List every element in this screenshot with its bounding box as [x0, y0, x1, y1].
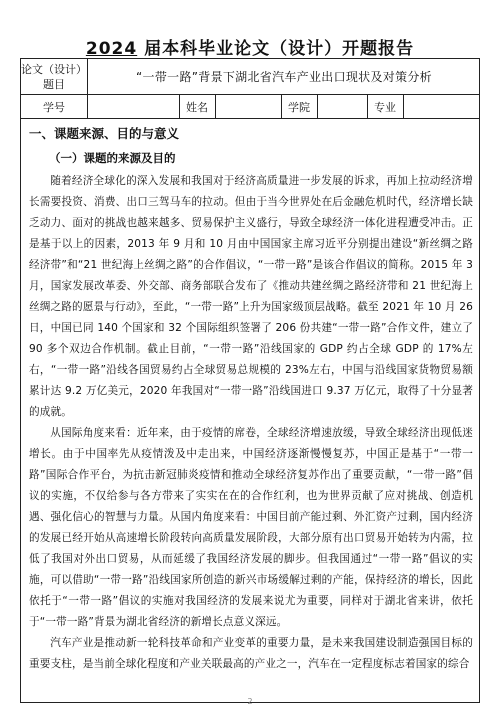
college-value [317, 95, 367, 118]
major-value [403, 95, 481, 118]
topic-row [21, 59, 479, 95]
title-text: 届本科毕业论文（设计）开题报告 [137, 39, 415, 59]
topic-value: “一带一路”背景下湖北省汽车产业出口现状及对策分析 [136, 70, 432, 84]
report-body [29, 125, 473, 675]
paragraph: 从国际角度来看：近年来，由于疫情的席卷，全球经济增速放缓，导致全球经济出现低迷增长。由于中国率先从疫情泼及中走出来，中国经济逐渐慢慢复苏，中国正是基于“一带一路”国际合作平台，为抗击新冠肺炎疫情和推动全球经济复苏作出了重要贡献，“一带一路”倡议的实施，不仅给参与各方带来了实实在在的合作红利，也为世界贡献了应对挑战、创造机遇、强化信心的智慧与力量。从国内角度来看：中国目前产能过剩、外汇资产过剩，国内经济的发展已经开始从高速增长阶段转向高质量发展阶段，大部分原有出口贸易开始转为内需，拉低了我国对外出口贸易，从而延缓了我国经济发展的脚步。但我国通过“一带一路”倡议的实施，可以借助“一带一路”沿线国家所创造的新兴市场缓解过剩的产能，保持经济的增长，因此依托于“一带一路”倡议的实施对我国经济的发展来说尤为重要，同样对于湖北省来讲，依托于“一带一路”背景为湖北省经济的新增长点意义深远。 [29, 427, 473, 628]
student-id-value [87, 95, 179, 118]
major-label: 专业 [374, 100, 396, 114]
topic-label-line2: 题目 [43, 77, 65, 91]
title-year: 2024 [85, 39, 138, 59]
subsection-heading: （一）课题的来源及目的 [49, 151, 176, 165]
section-heading: 一、课题来源、目的与意义 [29, 126, 180, 141]
topic-label-line1: 论文（设计） [21, 62, 87, 76]
paragraph: 随着经济全球化的深入发展和我国对于经济高质量进一步发展的诉求，再加上拉动经济增长需要投资、消费、出口三驾马车的拉动。但由于当今世界处在后金融危机时代，经济增长缺乏动力、面对的挑战也越来越多、贸易保护主义盛行，导致全球经济一体化进程遭受冲击。正是基于以上的因素，2013 年 9 月和 10 月由中国国家主席习近平分别提出建设“新丝绸之路经济带”和“21 世纪海上丝绸之路”的合作倡议，“一带一路”是该合作倡议的简称。2015 年 3 月，国家发展改革委、外交部、商务部联合发布了《推动共建丝绸之路经济带和 21 世纪海上丝绸之路的愿景与行动》，至此，“一带一路”上升为国家级顶层战略。截至 2021 年 10 月 26 日，中国已同 140 个国家和 32 个国际组织签署了 206 份共建“一带一路”合作文件，建立了 90 多个双边合作机制。截止目前，“一带一路”沿线国家的 GDP 约占全球 GDP 的 17%左右，“一带一路”沿线各国贸易约占全球贸易总规模的 23%左右，中国与沿线国家货物贸易额累计达 9.2 万亿美元，2020 年我国对“一带一路”沿线国进口 9.37 万亿元，取得了十分显著的成就。 [29, 175, 473, 418]
topic-label [21, 59, 87, 94]
student-id-label: 学号 [43, 100, 65, 114]
name-value [215, 95, 281, 118]
page-title [0, 34, 500, 59]
paragraph: 汽车产业是推动新一轮科技革命和产业变革的重要力量，是未来我国建设制造强国目标的重要支柱，是当前全球化程度和产业关联最高的产业之一，汽车在一定程度标志着国家的综合 [29, 637, 473, 670]
student-info-row [21, 95, 479, 119]
page-number: 2 [247, 697, 253, 706]
name-label: 姓名 [186, 100, 208, 114]
college-label: 学院 [288, 100, 310, 114]
report-form [20, 58, 480, 703]
